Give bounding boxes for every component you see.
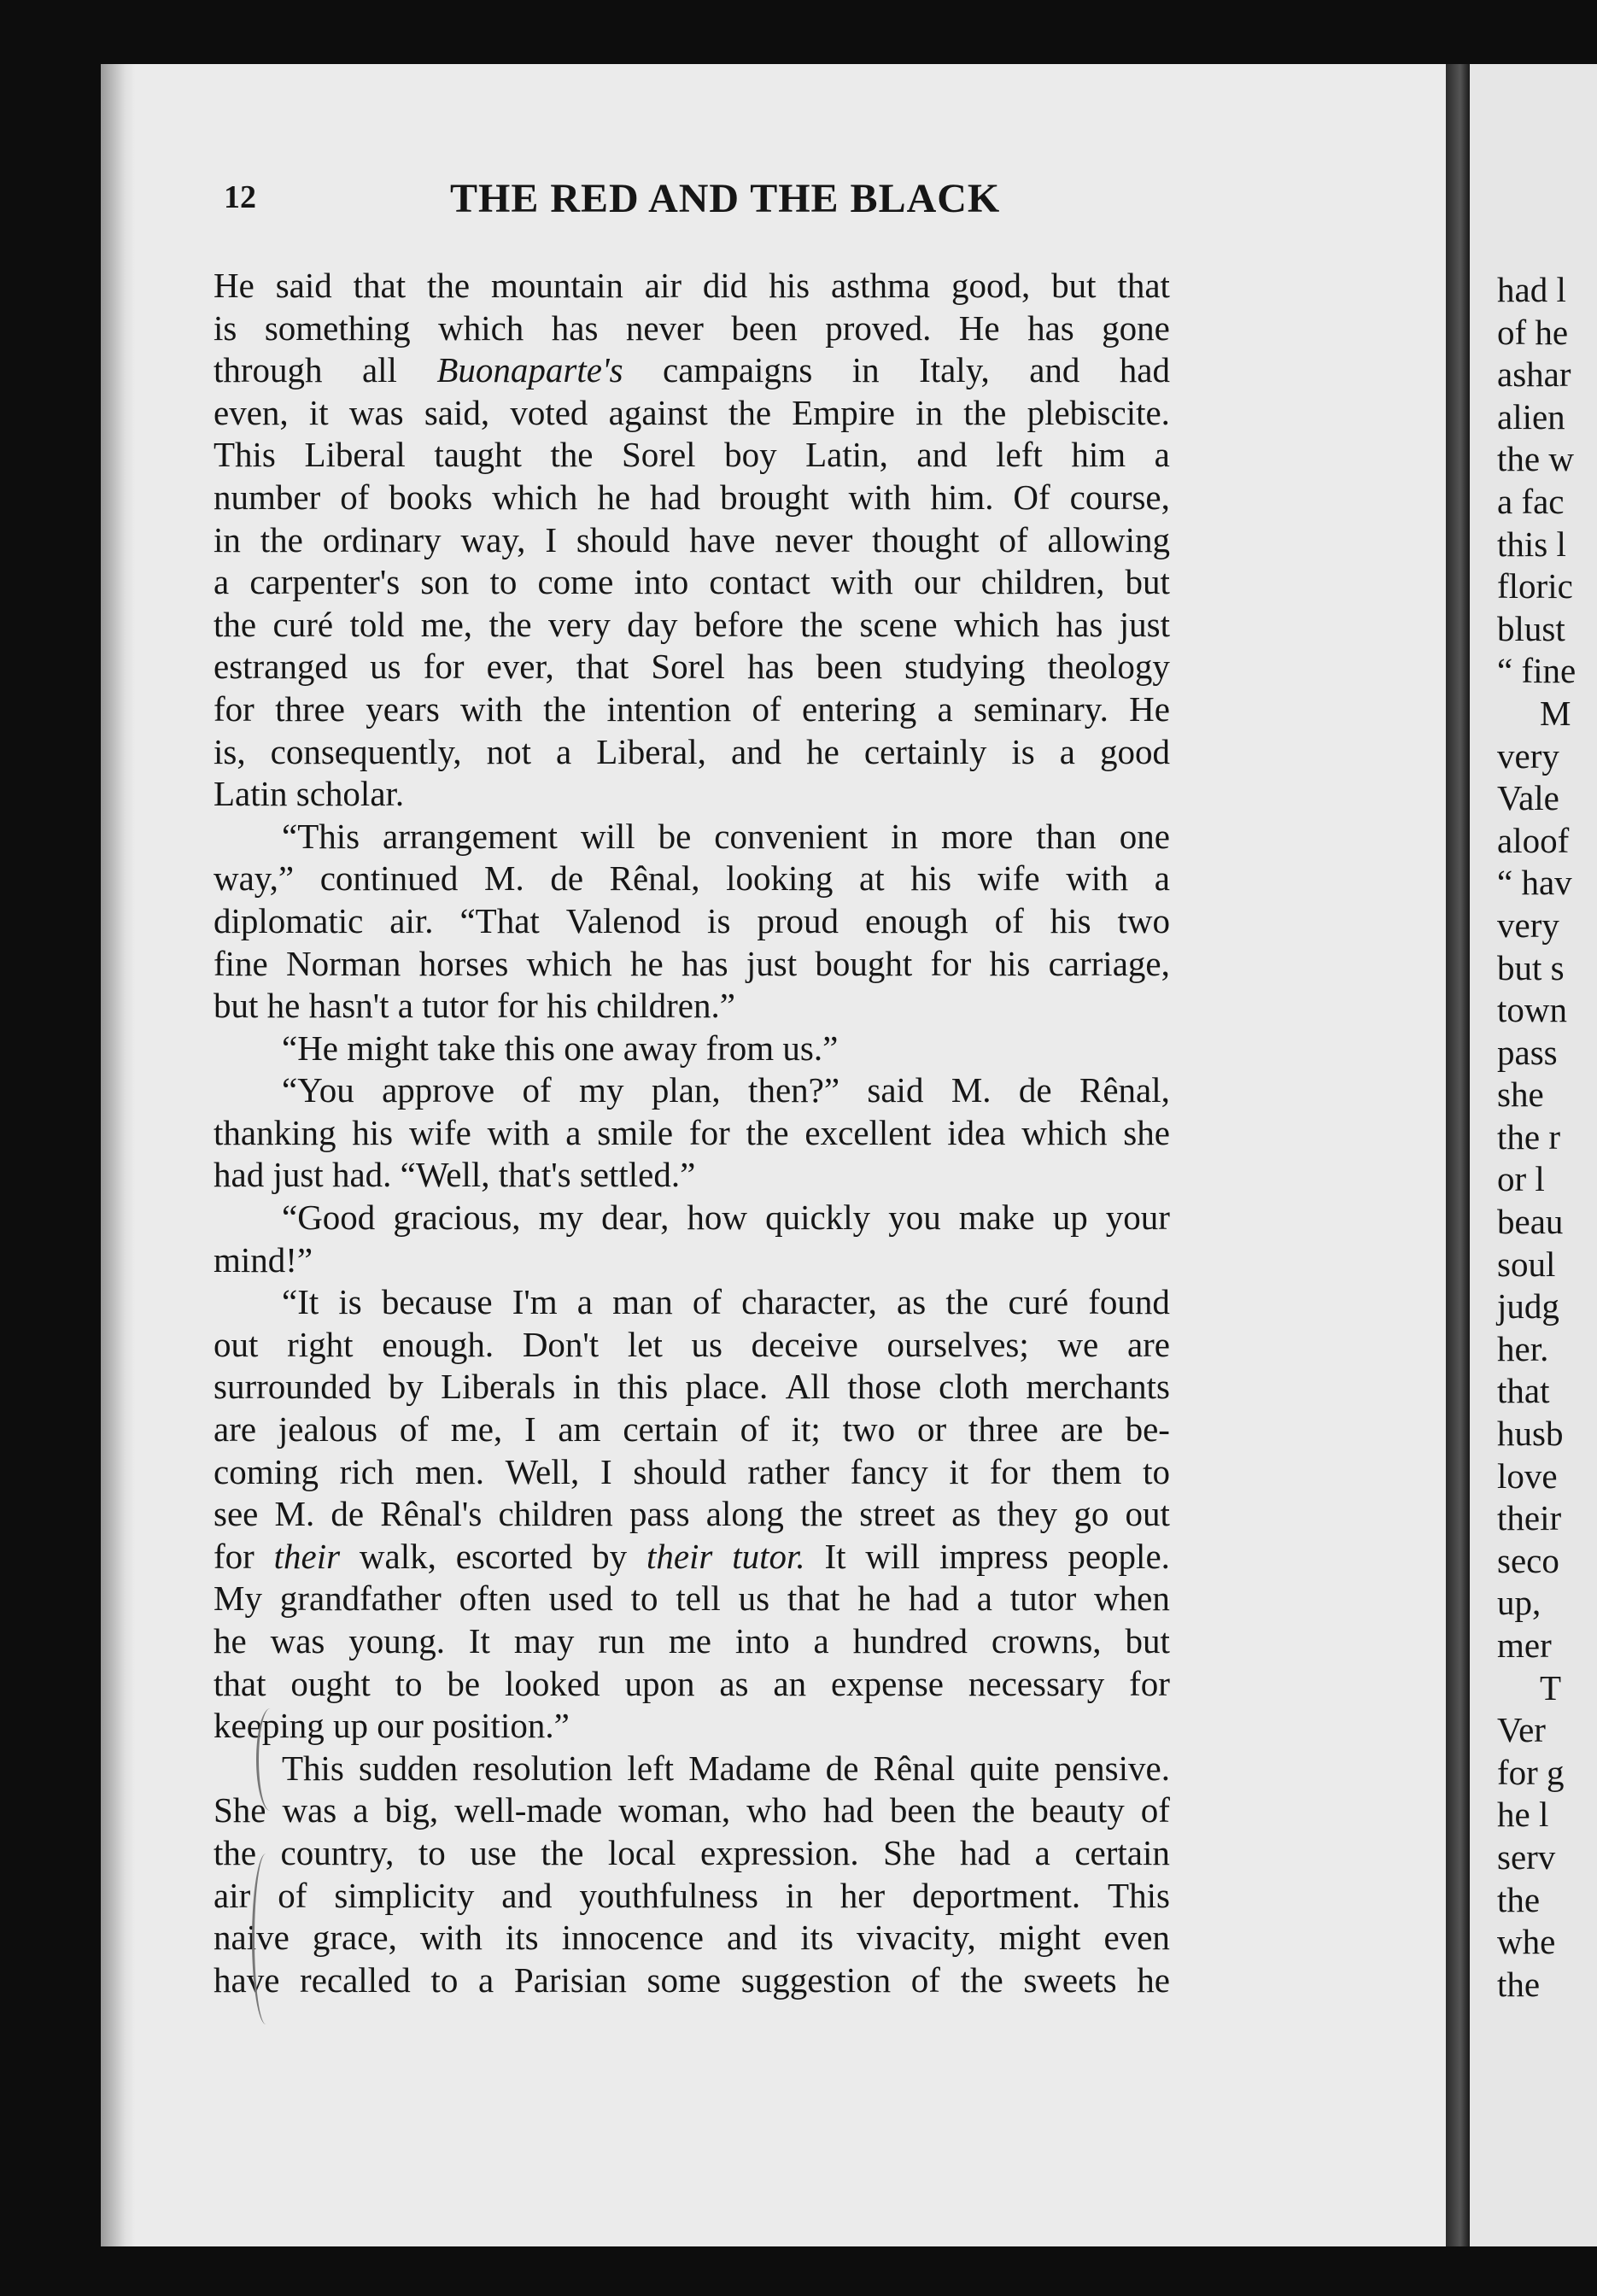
running-title: THE RED AND THE BLACK: [450, 176, 1001, 221]
text-line: for their walk, escorted by their tutor. It will impress people.: [214, 1536, 1170, 1576]
text-line: naive grace, with its innocence and its vivacity, might even: [214, 1918, 1170, 1958]
right-page-line: but s: [1497, 947, 1565, 987]
page-header: [224, 175, 1180, 226]
right-page-line: he l: [1497, 1795, 1549, 1835]
right-page-line: “ hav: [1497, 863, 1572, 903]
right-page-line: up,: [1497, 1583, 1541, 1623]
right-page-line: mer: [1497, 1625, 1552, 1665]
text-line: the country, to use the local expression. She had a certain: [214, 1832, 1170, 1872]
right-page-line: ashar: [1497, 354, 1571, 395]
book-spine: [1446, 64, 1470, 2246]
text-line: out right enough. Don't let us deceive ourselves; we are: [214, 1324, 1170, 1364]
right-page-line: blust: [1497, 608, 1565, 648]
right-page-line: the w: [1497, 439, 1574, 479]
text-line: Latin scholar.: [214, 774, 405, 814]
right-page-line: “ fine: [1497, 651, 1577, 691]
text-line: number of books which he had brought with him. Of course,: [214, 477, 1170, 517]
text-line: My grandfather often used to tell us that he had a tutor when: [214, 1578, 1170, 1619]
book-page-right: [1470, 64, 1597, 2246]
text-line: keeping up our position.”: [214, 1706, 570, 1746]
text-line: fine Norman horses which he has just bought for his carriage,: [214, 943, 1170, 983]
right-page-line: love: [1497, 1456, 1558, 1496]
right-page-line: had l: [1497, 270, 1566, 309]
text-line: even, it was said, voted against the Empire in the plebiscite.: [214, 392, 1170, 432]
right-page-line: or l: [1497, 1159, 1545, 1199]
right-page-line: Ver: [1497, 1710, 1546, 1750]
text-line: “He might take this one away from us.”: [282, 1028, 839, 1068]
right-page-line: that: [1497, 1371, 1550, 1411]
text-line: see M. de Rênal's children pass along the street as they go out: [214, 1494, 1170, 1534]
text-line: is, consequently, not a Liberal, and he certainly is a good: [214, 731, 1170, 771]
text-line: a carpenter's son to come into contact with our children, but: [214, 562, 1170, 602]
right-page-line: soul: [1497, 1244, 1556, 1284]
text-line: “Good gracious, my dear, how quickly you make up your: [282, 1198, 1170, 1238]
page-number: 12: [224, 179, 256, 215]
text-line: This sudden resolution left Madame de Rênal quite pensive.: [282, 1748, 1170, 1788]
right-page-line: the: [1497, 1964, 1541, 2004]
paragraph: [214, 1281, 1170, 1748]
right-page-line: alien: [1497, 396, 1565, 436]
right-page-line: whe: [1497, 1922, 1556, 1962]
paragraph: [214, 265, 1170, 816]
text-line: that ought to be looked upon as an expense necessary for: [214, 1663, 1170, 1703]
pencil-mark: [256, 1708, 284, 1811]
right-page-line: aloof: [1497, 820, 1570, 860]
text-line: air of simplicity and youthfulness in her deportment. This: [214, 1875, 1170, 1915]
right-page-line: husb: [1497, 1414, 1564, 1454]
text-line: “It is because I'm a man of character, as the curé found: [282, 1282, 1170, 1322]
text-line: are jealous of me, I am certain of it; two or three are be-: [214, 1409, 1170, 1450]
right-page-line: the r: [1497, 1116, 1560, 1157]
text-line: diplomatic air. “That Valenod is proud enough of his two: [214, 900, 1170, 940]
text-line: but he hasn't a tutor for his children.”: [214, 986, 735, 1026]
text-line: thanking his wife with a smile for the excellent idea which she: [214, 1112, 1170, 1152]
right-page-line: very: [1497, 735, 1559, 776]
right-page-line: M: [1540, 693, 1571, 733]
right-page-line: of he: [1497, 312, 1569, 352]
right-page-line: town: [1497, 990, 1567, 1030]
right-page-line: the: [1497, 1879, 1541, 1919]
text-line: way,” continued M. de Rênal, looking at his wife with a: [214, 858, 1170, 899]
right-page-line: this l: [1497, 524, 1566, 564]
text-line: “This arrangement will be convenient in more than one: [282, 816, 1170, 856]
pencil-mark: [252, 1854, 280, 2024]
paragraph: [214, 1748, 1170, 2002]
text-line: “You approve of my plan, then?” said M. de Rênal,: [282, 1070, 1170, 1110]
text-line: is something which has never been proved. He has gone: [214, 308, 1170, 348]
right-page-text: [1497, 269, 1597, 2006]
text-line: he was young. It may run me into a hundred crowns, but: [214, 1621, 1170, 1660]
text-line: estranged us for ever, that Sorel has been studying theology: [214, 647, 1170, 687]
right-page-line: judg: [1497, 1286, 1559, 1327]
text-line: had just had. “Well, that's settled.”: [214, 1155, 696, 1195]
right-page-line: very: [1497, 905, 1559, 945]
paragraph: [214, 1197, 1170, 1281]
right-page-line: floric: [1497, 566, 1573, 606]
right-page-line: seco: [1497, 1540, 1559, 1580]
gutter-shadow: [101, 64, 135, 2246]
text-line: He said that the mountain air did his asthma good, but that: [214, 266, 1170, 305]
right-page-line: a fac: [1497, 481, 1565, 521]
text-line: This Liberal taught the Sorel boy Latin, and left him a: [214, 435, 1170, 475]
paragraph: [214, 1028, 1170, 1070]
right-page-line: T: [1540, 1667, 1562, 1707]
right-page-line: serv: [1497, 1836, 1556, 1877]
text-line: the curé told me, the very day before the scene which has just: [214, 604, 1170, 644]
right-page-line: beau: [1497, 1202, 1564, 1242]
text-line: mind!”: [214, 1239, 313, 1280]
paragraph: [214, 1069, 1170, 1197]
body-text: [214, 265, 1170, 2001]
text-line: through all Buonaparte's campaigns in Italy, and had: [214, 350, 1170, 390]
right-page-line: her.: [1497, 1328, 1549, 1368]
text-line: in the ordinary way, I should have never thought of allowing: [214, 519, 1170, 559]
right-page-line: for g: [1497, 1752, 1565, 1792]
text-line: have recalled to a Parisian some suggestion of the sweets he: [214, 1959, 1170, 2000]
right-page-line: pass: [1497, 1032, 1558, 1072]
paragraph: [214, 816, 1170, 1028]
text-line: for three years with the intention of entering a seminary. He: [214, 688, 1170, 729]
right-page-line: their: [1497, 1498, 1562, 1538]
text-line: surrounded by Liberals in this place. All those cloth merchants: [214, 1367, 1170, 1407]
right-page-line: Vale: [1497, 778, 1559, 818]
text-line: She was a big, well-made woman, who had been the beauty of: [214, 1790, 1170, 1830]
text-line: coming rich men. Well, I should rather fancy it for them to: [214, 1451, 1170, 1491]
right-page-line: she: [1497, 1075, 1544, 1115]
